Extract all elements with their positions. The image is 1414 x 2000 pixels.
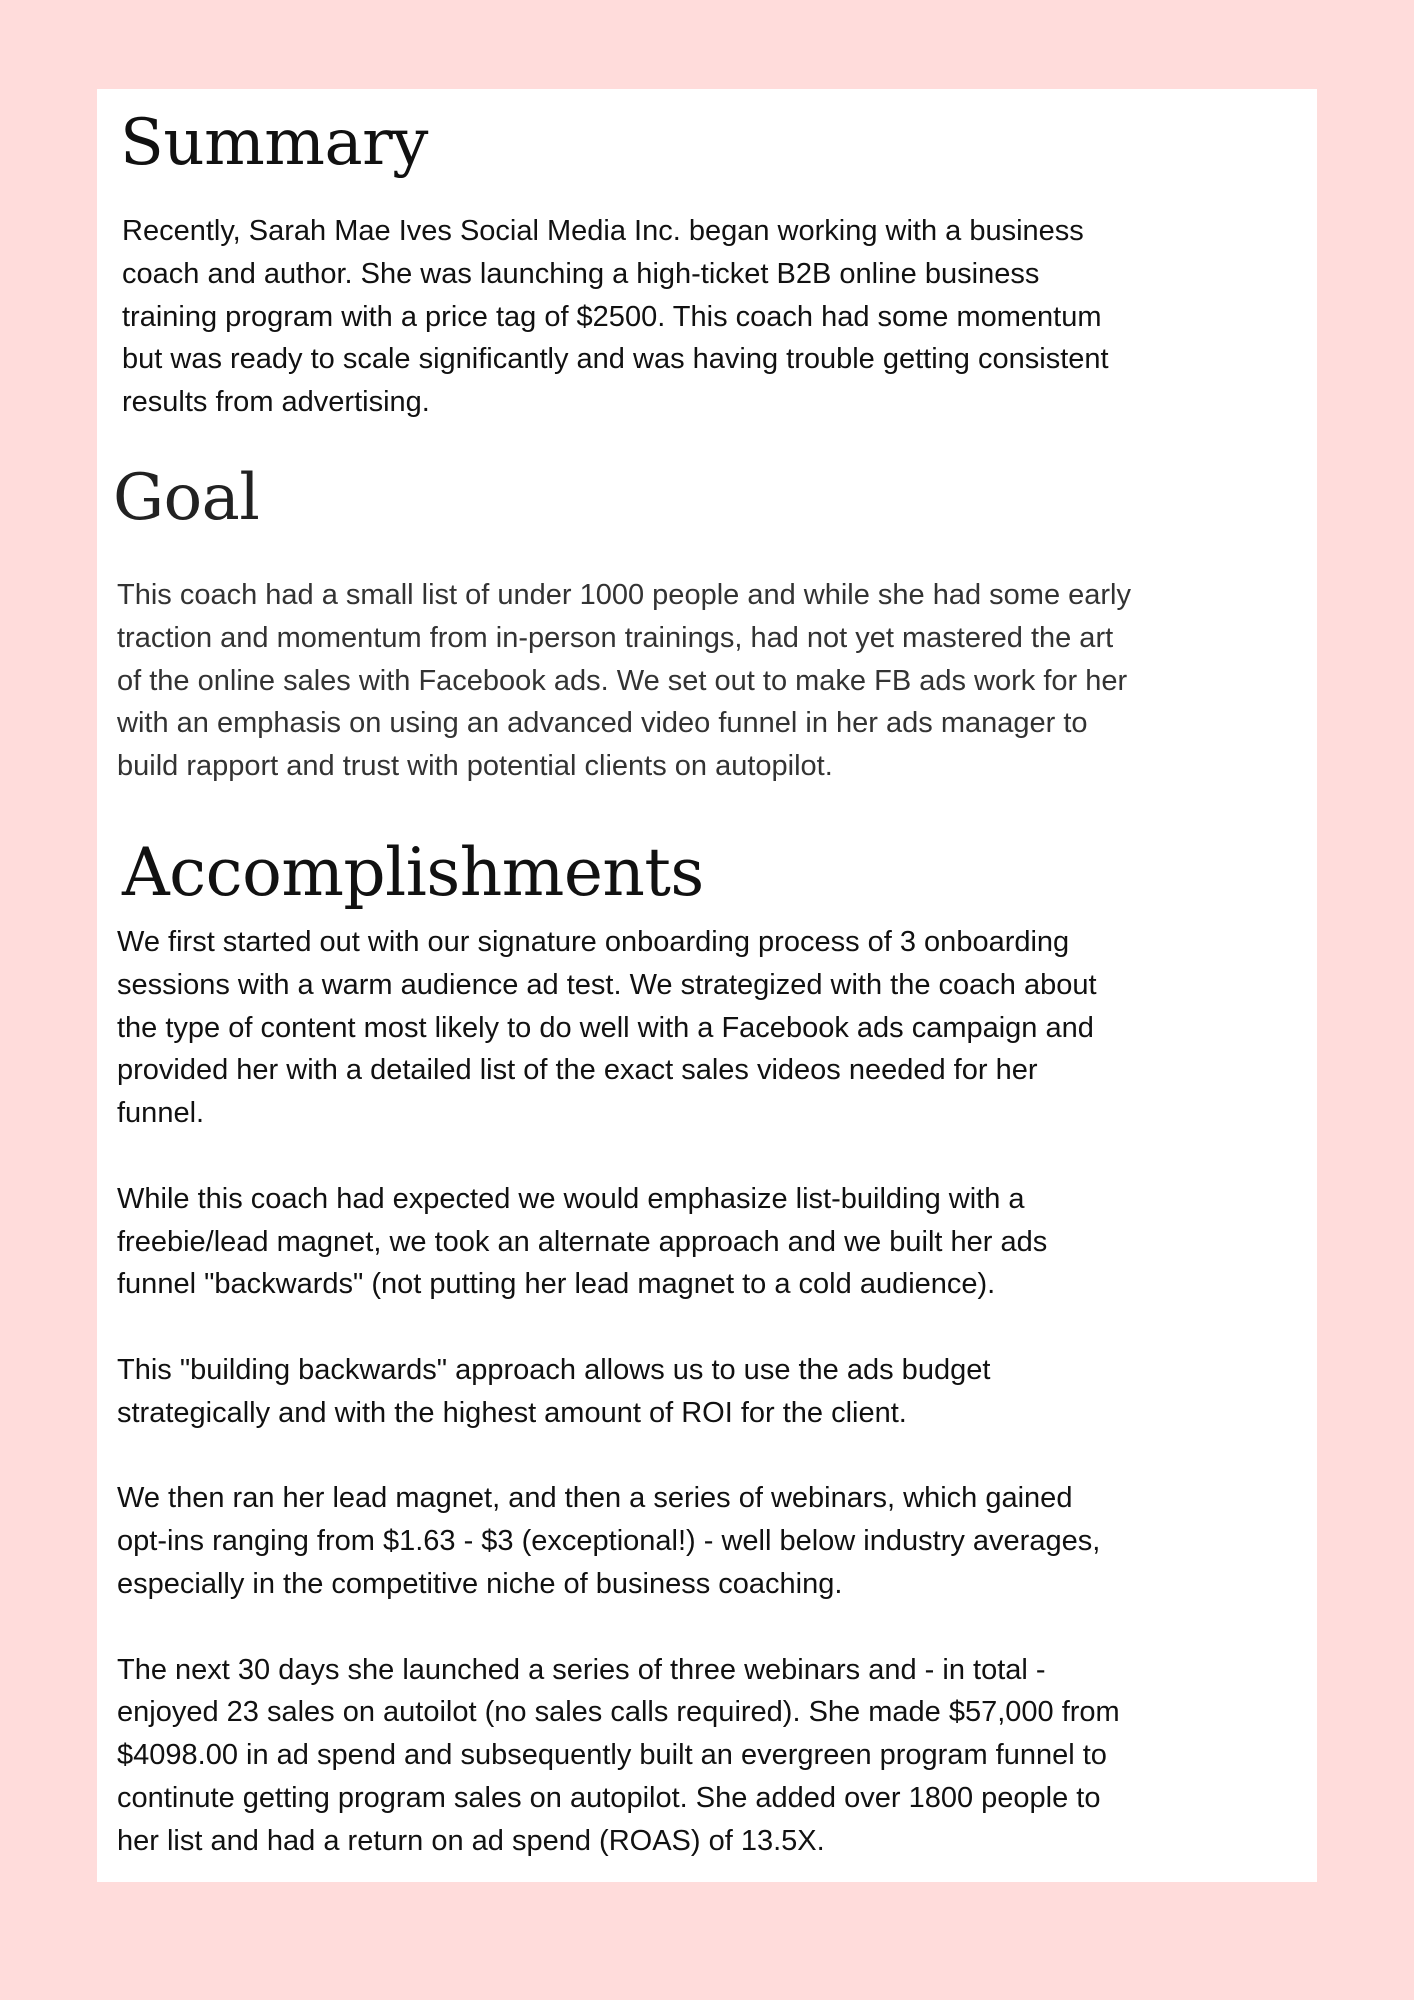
summary-line: coach and author. She was launching a high-ticket B2B online business bbox=[122, 257, 1040, 290]
accomplishments-line: We then ran her lead magnet, and then a series of webinars, which gained bbox=[117, 1482, 1073, 1515]
paragraph-spacer bbox=[117, 1306, 1247, 1349]
paragraph-spacer bbox=[117, 1606, 1247, 1649]
accomplishments-paragraph bbox=[117, 1178, 1247, 1306]
summary-line: training program with a price tag of $2500. This coach had some momentum bbox=[122, 300, 1102, 333]
goal-line: of the online sales with Facebook ads. We set out to make FB ads work for her bbox=[117, 664, 1128, 697]
summary-line: Recently, Sarah Mae Ives Social Media Inc. began working with a business bbox=[122, 215, 1084, 247]
goal-line: build rapport and trust with potential clients on autopilot. bbox=[117, 750, 833, 783]
paragraph-spacer bbox=[117, 1435, 1247, 1478]
summary-heading: Summary bbox=[120, 106, 428, 180]
goal-heading: Goal bbox=[113, 461, 260, 535]
accomplishments-line: freebie/lead magnet, we took an alternate approach and we built her ads bbox=[117, 1225, 1048, 1258]
summary-line: results from advertising. bbox=[122, 386, 430, 419]
accomplishments-line: funnel. bbox=[117, 1097, 205, 1130]
paragraph-spacer bbox=[117, 1135, 1247, 1178]
accomplishments-line: This "building backwards" approach allows us to use the ads budget bbox=[117, 1353, 991, 1386]
summary-line: but was ready to scale significantly and was having trouble getting consistent bbox=[122, 343, 1109, 376]
accomplishments-line: We first started out with our signature onboarding process of 3 onboarding bbox=[117, 926, 1070, 958]
accomplishments-line: the type of content most likely to do well with a Facebook ads campaign and bbox=[117, 1011, 1094, 1044]
accomplishments-paragraph bbox=[117, 921, 1247, 1135]
accomplishments-line: especially in the competitive niche of business coaching. bbox=[117, 1567, 843, 1600]
accomplishments-body bbox=[117, 921, 1247, 1863]
accomplishments-line: strategically and with the highest amount of ROI for the client. bbox=[117, 1396, 907, 1429]
accomplishments-line: opt-ins ranging from $1.63 - $3 (exceptional!) - well below industry averages, bbox=[117, 1525, 1101, 1558]
accomplishments-line: $4098.00 in ad spend and subsequently built an evergreen program funnel to bbox=[117, 1739, 1107, 1772]
accomplishments-paragraph bbox=[117, 1477, 1247, 1605]
accomplishments-paragraph bbox=[117, 1349, 1247, 1435]
accomplishments-line: her list and had a return on ad spend (ROAS) of 13.5X. bbox=[117, 1824, 825, 1857]
accomplishments-line: provided her with a detailed list of the exact sales videos needed for her bbox=[117, 1054, 1038, 1087]
accomplishments-line: enjoyed 23 sales on autoilot (no sales calls required). She made $57,000 from bbox=[117, 1696, 1120, 1729]
accomplishments-line: sessions with a warm audience ad test. We strategized with the coach about bbox=[117, 968, 1097, 1001]
goal-paragraph bbox=[117, 574, 1247, 788]
summary-paragraph bbox=[122, 210, 1252, 424]
goal-line: This coach had a small list of under 1000 people and while she had some early bbox=[117, 579, 1131, 611]
accomplishments-line: funnel "backwards" (not putting her lead magnet to a cold audience). bbox=[117, 1268, 996, 1301]
accomplishments-line: The next 30 days she launched a series of three webinars and - in total - bbox=[117, 1653, 1046, 1686]
accomplishments-line: continute getting program sales on autopilot. She added over 1800 people to bbox=[117, 1781, 1101, 1814]
goal-line: traction and momentum from in-person trainings, had not yet mastered the art bbox=[117, 621, 1114, 654]
accomplishments-paragraph bbox=[117, 1649, 1247, 1863]
accomplishments-heading: Accomplishments bbox=[122, 834, 704, 911]
accomplishments-line: While this coach had expected we would emphasize list-building with a bbox=[117, 1182, 1025, 1215]
goal-line: with an emphasis on using an advanced video funnel in her ads manager to bbox=[117, 707, 1088, 740]
